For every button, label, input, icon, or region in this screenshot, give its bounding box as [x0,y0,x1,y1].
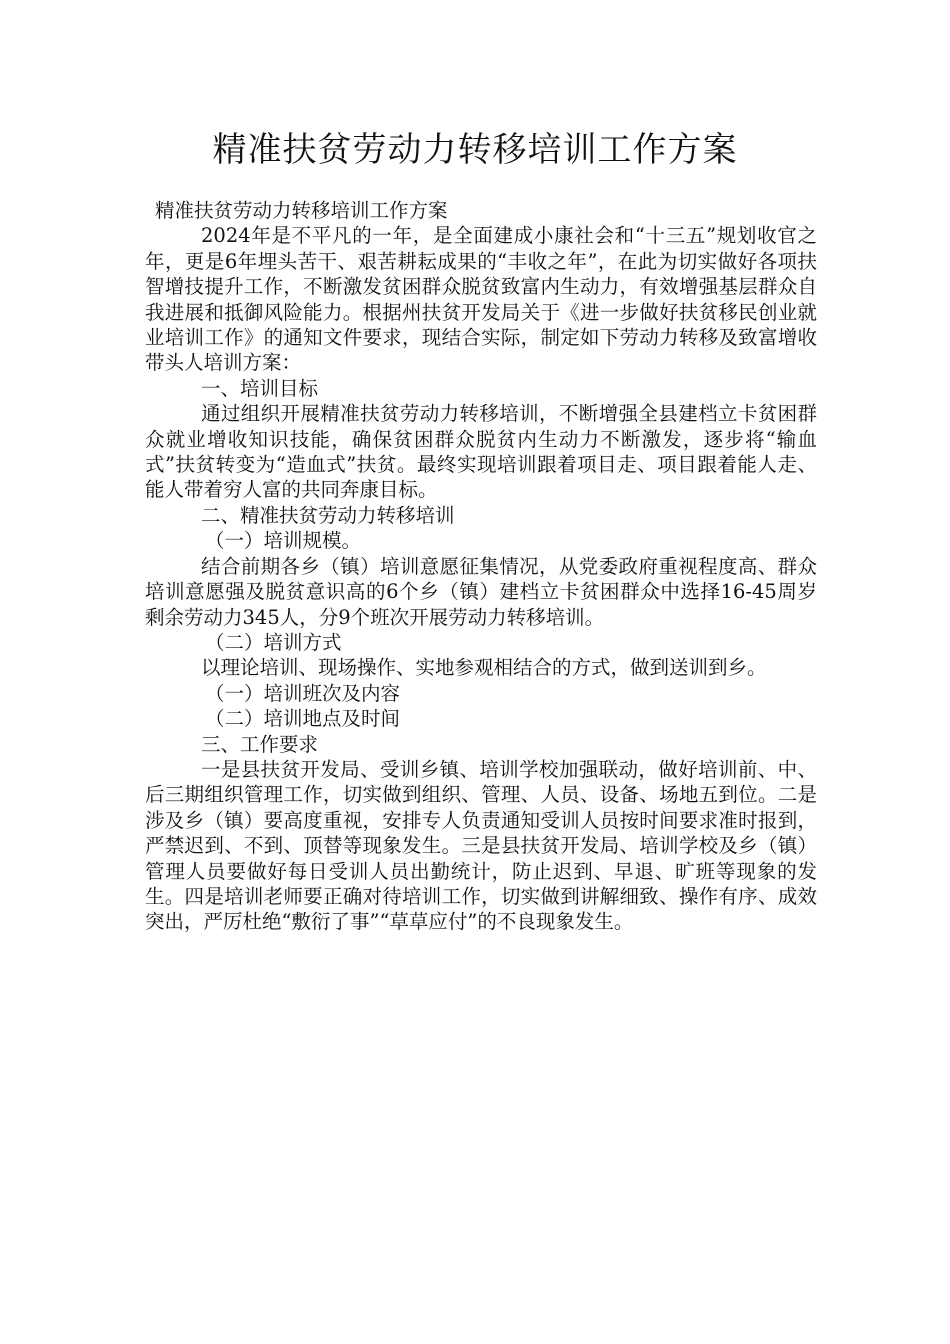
subheading-training-scale: （一）培训规模。 [205,529,362,553]
subheading-training-classes: （一）培训班次及内容 [205,681,401,705]
paragraph-work-requirements: 一是县扶贫开发局、受训乡镇、培训学校加强联动，做好培训前、中、后三期组织管理工作，切实做到组织、管理、人员、设备、场地五到位。二是涉及乡（镇）要高度重视，安排专人负责通知受训人员按时间要求准时报到，严禁迟到、不到、顶替等现象发生。三是县扶贫开发局、培训学校及乡（镇）管理人员要做好每日受训人员出勤统计，防止迟到、早退、旷班等现象的发生。四是培训老师要正确对待培训工作，切实做到讲解细致、操作有序、成效突出，严厉杜绝“敷衍了事”“草草应付”的不良现象发生。 [145,757,817,934]
subheading-training-location: （二）培训地点及时间 [205,707,401,731]
paragraph-training-method: 以理论培训、现场操作、实地参观相结合的方式，做到送训到乡。 [201,656,767,680]
paragraph-intro: 2024年是不平凡的一年，是全面建成小康社会和“十三五”规划收官之年，更是6年埋头苦干、艰苦耕耘成果的“丰收之年”，在此为切实做好各项扶智增技提升工作，不断激发贫困群众脱贫致富内生动力，有效增强基层群众自我进展和抵御风险能力。根据州扶贫开发局关于《进一步做好扶贫移民创业就业培训工作》的通知文件要求，现结合实际，制定如下劳动力转移及致富增收带头人培训方案： [145,224,817,375]
paragraph-training-goal: 通过组织开展精准扶贫劳动力转移培训，不断增强全县建档立卡贫困群众就业增收知识技能，确保贫困群众脱贫内生动力不断激发，逐步将“输血式”扶贫转变为“造血式”扶贫。最终实现培训跟着项目走、项目跟着能人走、能人带着穷人富的共同奔康目标。 [145,402,817,502]
heading-section-3: 三、工作要求 [201,732,319,756]
document-subtitle: 精准扶贫劳动力转移培训工作方案 [155,199,448,222]
heading-section-2: 二、精准扶贫劳动力转移培训 [201,503,455,527]
heading-section-1: 一、培训目标 [201,376,319,400]
document-title: 精准扶贫劳动力转移培训工作方案 [212,130,738,170]
document-body [145,198,817,935]
subheading-training-method: （二）培训方式 [205,630,342,654]
paragraph-training-scale: 结合前期各乡（镇）培训意愿征集情况，从党委政府重视程度高、群众培训意愿强及脱贫意识高的6个乡（镇）建档立卡贫困群众中选择16-45周岁剩余劳动力345人，分9个班次开展劳动力转移培训。 [145,554,817,629]
